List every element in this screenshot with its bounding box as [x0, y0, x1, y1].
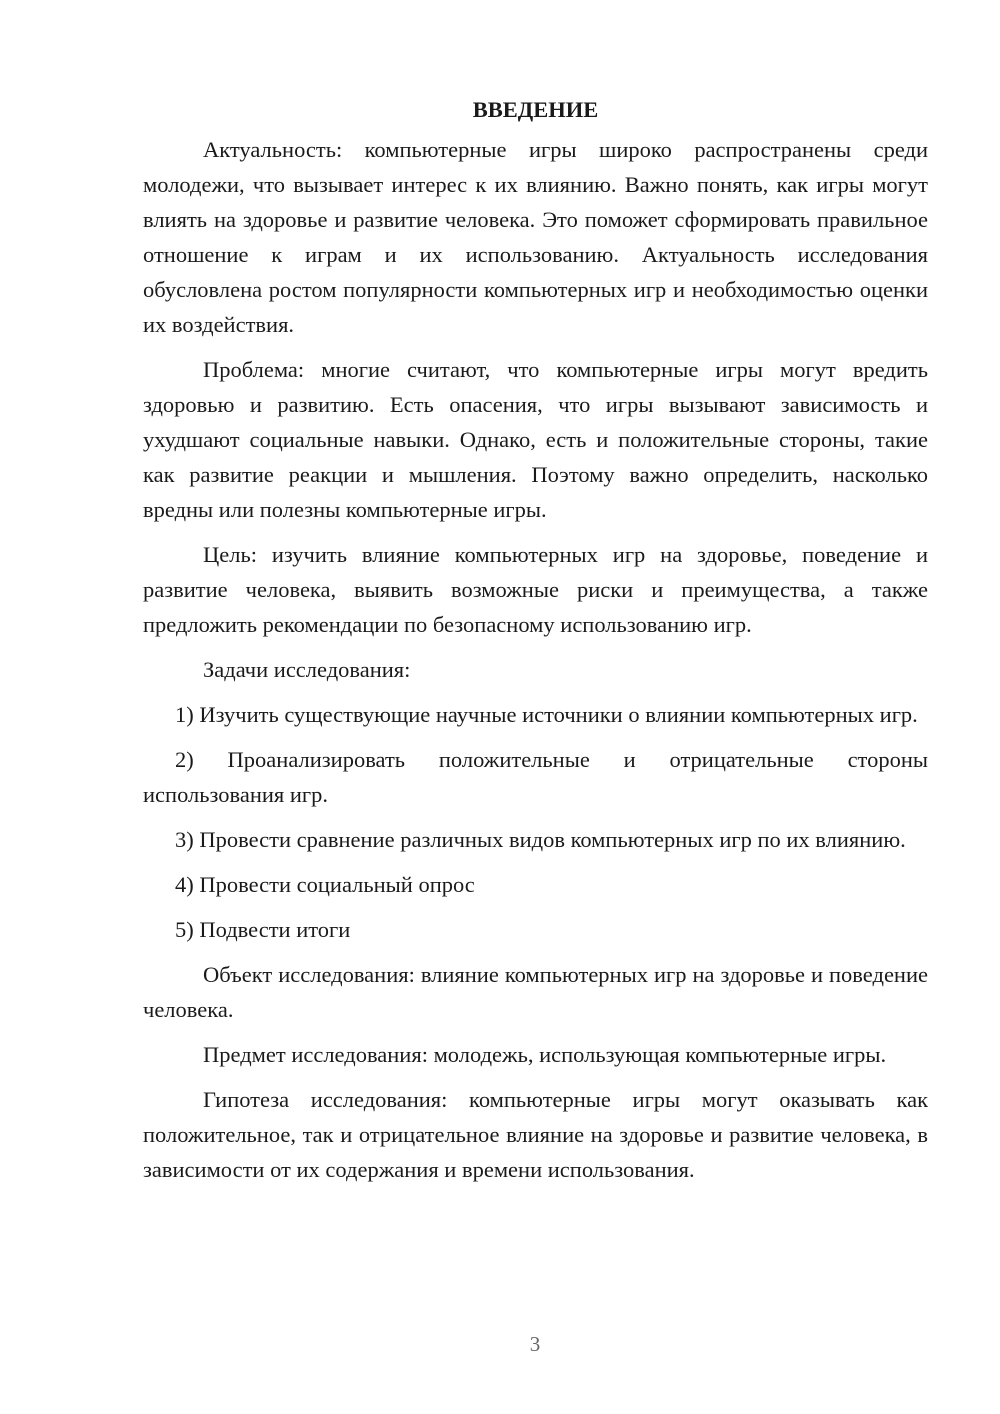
relevance-paragraph: Актуальность: компьютерные игры широко распространены среди молодежи, что вызывает интерес к их влиянию. Важно понять, как игры могут влиять на здоровье и развитие человека. Это поможет сформировать правильное отношение к играм и их использованию. Актуальность исследования обусловлена ростом популярности компьютерных игр и необходимостью оценки их воздействия.	[143, 137, 928, 337]
task-item-5: 5) Подвести итоги	[175, 917, 351, 942]
task-item-4: 4) Провести социальный опрос	[175, 872, 475, 897]
task-item-3: 3) Провести сравнение различных видов компьютерных игр по их влиянию.	[175, 827, 906, 852]
object-paragraph: Объект исследования: влияние компьютерных игр на здоровье и поведение человека.	[143, 962, 928, 1022]
page-title: ВВЕДЕНИЕ	[472, 97, 599, 122]
hypothesis-paragraph: Гипотеза исследования: компьютерные игры могут оказывать как положительное, так и отрицательное влияние на здоровье и развитие человека, в зависимости от их содержания и времени использования.	[143, 1087, 928, 1182]
tasks-title: Задачи исследования:	[203, 657, 411, 682]
problem-paragraph: Проблема: многие считают, что компьютерные игры могут вредить здоровью и развитию. Есть опасения, что игры вызывают зависимость и ухудшают социальные навыки. Однако, есть и положительные стороны, такие как развитие реакции и мышления. Поэтому важно определить, насколько вредны или полезны компьютерные игры.	[143, 357, 928, 522]
page-number: 3	[529, 1332, 541, 1356]
document-page	[143, 92, 928, 1187]
task-item-1: 1) Изучить существующие научные источники о влиянии компьютерных игр.	[175, 702, 918, 727]
subject-paragraph: Предмет исследования: молодежь, использующая компьютерные игры.	[203, 1042, 887, 1067]
goal-paragraph: Цель: изучить влияние компьютерных игр на здоровье, поведение и развитие человека, выявить возможные риски и преимущества, а также предложить рекомендации по безопасному использованию игр.	[143, 542, 928, 637]
task-item-2: 2) Проанализировать положительные и отрицательные стороны использования игр.	[143, 747, 928, 807]
